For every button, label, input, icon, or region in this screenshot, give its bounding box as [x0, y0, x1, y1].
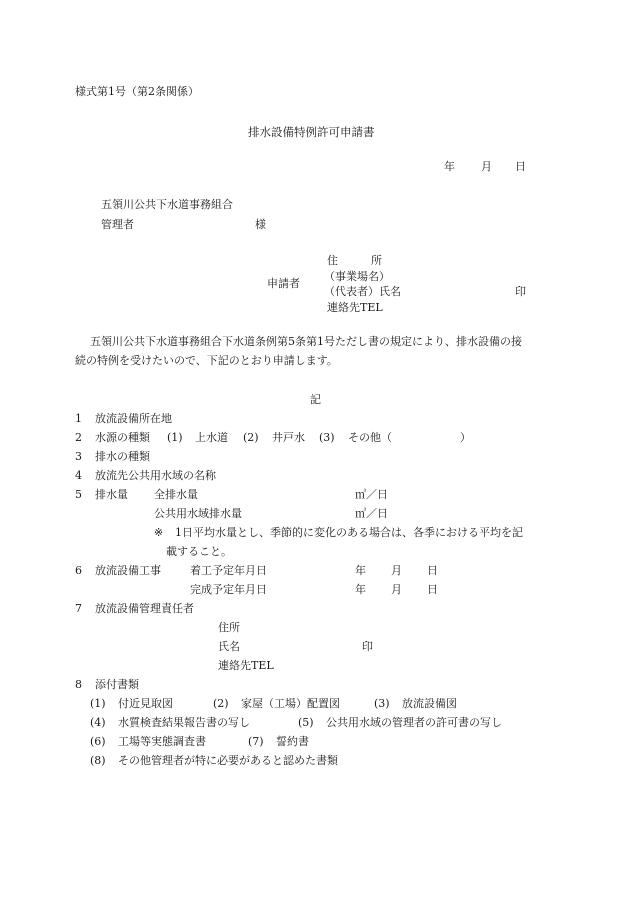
item-6-end-month: 月: [391, 583, 402, 596]
date-year: 年: [444, 160, 455, 173]
item-5-total-unit: ㎥／日: [355, 488, 388, 501]
item-6-start-day: 日: [427, 564, 438, 577]
item-2-option-2-label: 井戸水: [272, 431, 305, 444]
item-6-end-year: 年: [355, 583, 366, 596]
item-5-public-label: 公共用水域排水量: [154, 507, 242, 520]
attachment-4-label: 水質検査結果報告書の写し: [118, 716, 250, 729]
ki-heading: 記: [310, 393, 321, 406]
page-title: 排水設備特例許可申請書: [248, 125, 375, 139]
item-2-option-3-label: その他（: [348, 431, 392, 444]
item-6-label: 放流設備工事: [95, 564, 161, 577]
attachment-3-number: (3): [374, 697, 390, 710]
item-1-number: 1: [75, 412, 82, 425]
item-6-start-label: 着工予定年月日: [190, 564, 267, 577]
item-2-option-1-label: 上水道: [195, 431, 228, 444]
item-3-label: 排水の種類: [95, 450, 150, 463]
addressee-manager: 管理者: [101, 218, 134, 231]
attachment-1-label: 付近見取図: [118, 697, 173, 710]
item-7-name-label: 氏名: [218, 640, 240, 653]
item-7-tel-label: 連絡先TEL: [218, 659, 274, 672]
item-2-option-2-number: (2): [243, 431, 259, 444]
item-7-label: 放流設備管理責任者: [95, 602, 194, 615]
item-5-note-line-2: 載すること。: [166, 545, 232, 558]
addressee-honorific: 様: [255, 218, 266, 231]
item-4-number: 4: [75, 469, 82, 482]
attachment-5-label: 公共用水域の管理者の許可書の写し: [326, 716, 502, 729]
item-5-number: 5: [75, 488, 82, 501]
applicant-label: 申請者: [267, 277, 300, 290]
addressee-org: 五領川公共下水道事務組合: [101, 198, 233, 211]
item-6-end-label: 完成予定年月日: [190, 583, 267, 596]
item-7-number: 7: [75, 602, 82, 615]
attachment-2-number: (2): [213, 697, 229, 710]
item-8-number: 8: [75, 678, 82, 691]
applicant-name-label: （代表者）氏名: [324, 285, 401, 298]
item-7-address-label: 住所: [218, 621, 240, 634]
attachment-6-number: (6): [90, 735, 106, 748]
attachment-6-label: 工場等実態調査書: [118, 735, 206, 748]
attachment-3-label: 放流設備図: [402, 697, 457, 710]
date-month: 月: [481, 160, 492, 173]
item-2-label: 水源の種類: [95, 431, 150, 444]
applicant-business-label: （事業場名）: [324, 270, 390, 283]
attachment-5-number: (5): [298, 716, 314, 729]
item-8-label: 添付書類: [95, 678, 139, 691]
form-number: 様式第1号（第2条関係）: [75, 85, 199, 98]
item-6-start-month: 月: [391, 564, 402, 577]
body-line-1: 五領川公共下水道事務組合下水道条例第5条第1号ただし書の規定により、排水設備の接: [90, 335, 522, 348]
item-3-number: 3: [75, 450, 82, 463]
attachment-7-label: 誓約書: [276, 735, 309, 748]
attachment-1-number: (1): [90, 697, 106, 710]
attachment-8-label: その他管理者が特に必要があると認めた書類: [118, 754, 338, 767]
applicant-address-label: 住 所: [327, 254, 382, 267]
item-5-public-unit: ㎥／日: [355, 507, 388, 520]
applicant-tel-label: 連絡先TEL: [327, 301, 383, 314]
item-2-option-1-number: (1): [167, 431, 183, 444]
item-7-seal: 印: [362, 640, 373, 653]
item-6-start-year: 年: [355, 564, 366, 577]
item-4-label: 放流先公共用水域の名称: [95, 469, 216, 482]
attachment-8-number: (8): [90, 754, 106, 767]
item-5-note-line-1: 1日平均水量とし、季節的に変化のある場合は、各季における平均を記: [175, 526, 523, 539]
body-line-2: 続の特例を受けたいので、下記のとおり申請します。: [75, 354, 338, 367]
applicant-seal: 印: [515, 285, 526, 298]
item-5-note-mark: ※: [154, 526, 164, 539]
item-2-number: 2: [75, 431, 82, 444]
attachment-2-label: 家屋（工場）配置図: [241, 697, 340, 710]
date-day: 日: [515, 160, 526, 173]
attachment-4-number: (4): [90, 716, 106, 729]
item-1-label: 放流設備所在地: [95, 412, 172, 425]
item-2-option-3-number: (3): [319, 431, 335, 444]
attachment-7-number: (7): [248, 735, 264, 748]
item-6-number: 6: [75, 564, 82, 577]
item-2-option-3-close: ）: [460, 431, 471, 444]
item-5-total-label: 全排水量: [154, 488, 198, 501]
item-5-label: 排水量: [95, 488, 128, 501]
item-6-end-day: 日: [427, 583, 438, 596]
